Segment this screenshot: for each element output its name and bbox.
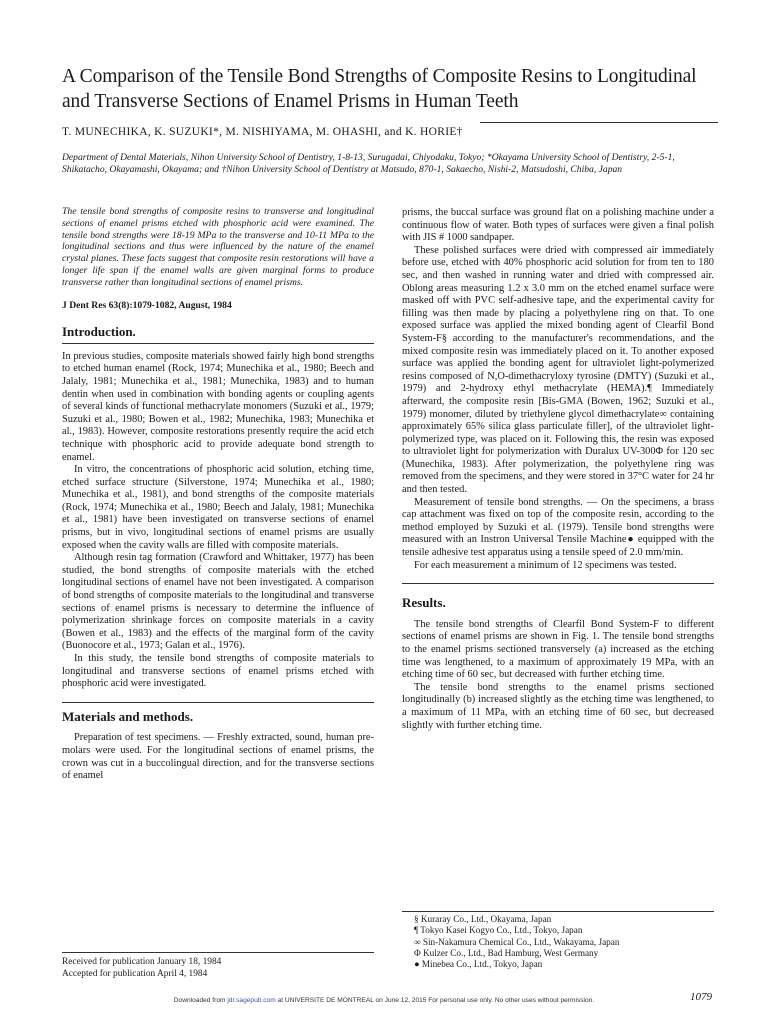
intro-paragraph: In this study, the tensile bond strengths of composite materials to longitudinal and transverse sections of enamel prisms etched with phosphoric acid were investigated. — [62, 653, 374, 690]
download-notice — [0, 997, 768, 1004]
affiliations: Department of Dental Materials, Nihon University School of Dentistry, 1-8-13, Surugadai, Chiyodaku, Tokyo; *Okayama University School of Dentistry, 2-5-1, Shikatacho, Okayamashi, Okayama; and †Nihon University School of Dentistry at Matsudo, 870-1, Sakaecho, Nishi-2, Matsudoshi, Chiba, Japan — [62, 152, 675, 176]
title-rule — [480, 122, 718, 123]
footnote: ¶ Tokyo Kasei Kogyo Co., Ltd., Tokyo, Japan — [414, 925, 583, 936]
methods-paragraph: For each measurement a minimum of 12 specimens was tested. — [414, 559, 677, 571]
download-suffix: at UNIVERSITE DE MONTREAL on June 12, 2015 For personal use only. No other uses without permission. — [275, 997, 595, 1004]
article-title: A Comparison of the Tensile Bond Strengths of Composite Resins to Longitudinal and Transverse Sections of Enamel Prisms in Human Teeth — [62, 66, 697, 112]
results-paragraph: The tensile bond strengths of Clearfil Bond System-F to different sections of enamel prisms are shown in Fig. 1. The tensile bond strengths to the enamel prisms sectioned transversely (a) increased as the etching time was lengthened, to a maximum of approximately 19 MPa, with an etching time of 60 sec, but decreased with further etching time. — [402, 618, 714, 681]
materials-heading: Materials and methods. — [62, 708, 194, 724]
footnote: ∞ Sin-Nakamura Chemical Co., Ltd., Wakayama, Japan — [414, 936, 620, 947]
section-rule — [62, 702, 374, 703]
download-prefix: Downloaded from — [173, 997, 228, 1004]
left-column — [62, 206, 374, 783]
intro-paragraph: Although resin tag formation (Crawford and Whittaker, 1977) has been studied, the bond strengths of composite materials with the etched longitudinal sections of enamel have not been investigated. A comparison of bond strengths of composite materials to the longitudinal and transverse sections of enamel prisms is necessary to determine the influence of polymerization shrinkage forces on composite materials in a cavity (Bowen et al., 1983) and the effects of the marginal form of the cavity (Buonocore et al., 1973; Galan et al., 1976). — [62, 552, 374, 652]
materials-paragraph: Preparation of test specimens. — Freshly extracted, sound, human pre-molars were used. For the longitudinal sections of enamel prisms, the crown was cut in a buccolingual direction, and for the transverse sections of enamel — [62, 732, 374, 782]
page-number: 1079 — [690, 991, 712, 1003]
section-rule — [402, 583, 714, 584]
abstract: The tensile bond strengths of composite resins to transverse and longitudinal sections of enamel prisms etched with phosphoric acid were examined. The tensile bond strengths were 18-19 MPa to the transverse and 10-11 MPa to the longitudinal sections and thus were influenced by the nature of the enamel crystal planes. These facts suggest that composite resin restorations will have a longer life span if the enamel walls are given marginal forms to produce transverse rather than longitudinal sections of enamel prisms. — [62, 206, 374, 288]
accepted-date: Accepted for publication April 4, 1984 — [62, 969, 208, 980]
download-link[interactable]: jdr.sagepub.com — [227, 997, 276, 1004]
right-column — [402, 207, 714, 732]
citation: J Dent Res 63(8):1079-1082, August, 1984 — [62, 299, 232, 311]
methods-paragraph: prisms, the buccal surface was ground flat on a polishing machine under a continuous flow of water. Both types of surfaces were given a final polish with JIS # 1000 sandpaper. — [402, 207, 714, 244]
footnote: ● Minebea Co., Ltd., Tokyo, Japan — [414, 959, 543, 970]
methods-paragraph: These polished surfaces were dried with compressed air immediately before use, etched with 40% phosphoric acid solution for from ten to 180 sec, and then washed in running water and dried with compressed air. Oblong areas measuring 1.2 x 3.0 mm on the etched enamel surface were masked off with PVC self-adhesive tape, and the experimental cavity for filling was then made by placing a polyethylene ring on that. To one exposed surface was applied the mixed bonding agent of Clearfil Bond System-F§ according to the manufacturer's recommendations, and the mixed composite resin was immediately placed on it. To another exposed surface was applied the bonding agent for ultraviolet light-polymerized resins composed of N,O-dimethacryloxy tyrosine (DMTY) (Suzuki et al., 1979) and 2-hydroxy ethyl methacrylate (HEMA).¶ Immediately afterward, the composite resin [Bis-GMA (Bowen, 1962; Suzuki et al., 1979) monomer, diluted by triethylene glycol dimethacrylate∞ containing approximately 65% silica glass particulate filler], of the ultraviolet light-polymerized type, was placed on it. Following this, the resin was exposed to ultraviolet light for polymerization with Duralux UV-300Φ for 120 sec (Munechika, 1983). After polymerization, the polyethylene ring was removed from the specimens, and they were stored in 37°C water for 24 hr and then tested. — [402, 244, 714, 496]
results-paragraph: The tensile bond strengths to the enamel prisms sectioned longitudinally (b) increased slightly as the etching time was lengthened, to a maximum of 11 MPa, with an etching time of 60 sec, but decreased slightly with further etching time. — [402, 681, 714, 731]
author-list: T. MUNECHIKA, K. SUZUKI*, M. NISHIYAMA, M. OHASHI, and K. HORIE† — [62, 126, 463, 138]
publication-dates — [62, 952, 374, 981]
intro-paragraph: In vitro, the concentrations of phosphoric acid solution, etching time, etched surface structure (Silverstone, 1974; Munechika et al., 1980; Munechika et al., 1981), and bond strengths of the composite materials (Rock, 1974; Munechika et al., 1980; Beech and Jalaly, 1981; Munechika et al., 1981) have been investigated on transverse sections of enamel prisms, but in vivo, longitudinal sections of enamel prisms are usually exposed when the cavity walls are filled with composite materials. — [62, 464, 374, 551]
methods-paragraph: Measurement of tensile bond strengths. — On the specimens, a brass cap attachment was fixed on top of the composite resin, according to the method employed by Suzuki et al. (1979). Tensile bond strengths were measured with an Instron Universal Tensile Machine● equipped with the tensile adhesive test apparatus using a tensile speed of 2.0 mm/min. — [402, 496, 714, 559]
footnotes — [402, 911, 714, 970]
introduction-heading: Introduction. — [62, 324, 136, 340]
received-date: Received for publication January 18, 1984 — [62, 957, 222, 967]
footnote: § Kuraray Co., Ltd., Okayama, Japan — [414, 914, 552, 924]
intro-paragraph: In previous studies, composite materials showed fairly high bond strengths to etched human enamel (Rock, 1974; Munechika et al., 1980; Beech and Jalaly, 1981; Munechika et al., 1981; Munechika, 1983) and to human dentin when used in combination with bonding agents or coupling agents of several kinds of functional methacrylate monomers (Suzuki et al., 1979; Suzuki et al., 1980; Bowen et al., 1982; Munechika, 1983; Munechika et al., 1983). However, composite restorations presently require the acid etch technique with phosphoric acid to provide adequate bond strength to enamel. — [62, 350, 374, 463]
footnote: Φ Kulzer Co., Ltd., Bad Hamburg, West Germany — [414, 947, 599, 958]
results-heading: Results. — [402, 595, 446, 611]
section-rule — [62, 343, 374, 344]
